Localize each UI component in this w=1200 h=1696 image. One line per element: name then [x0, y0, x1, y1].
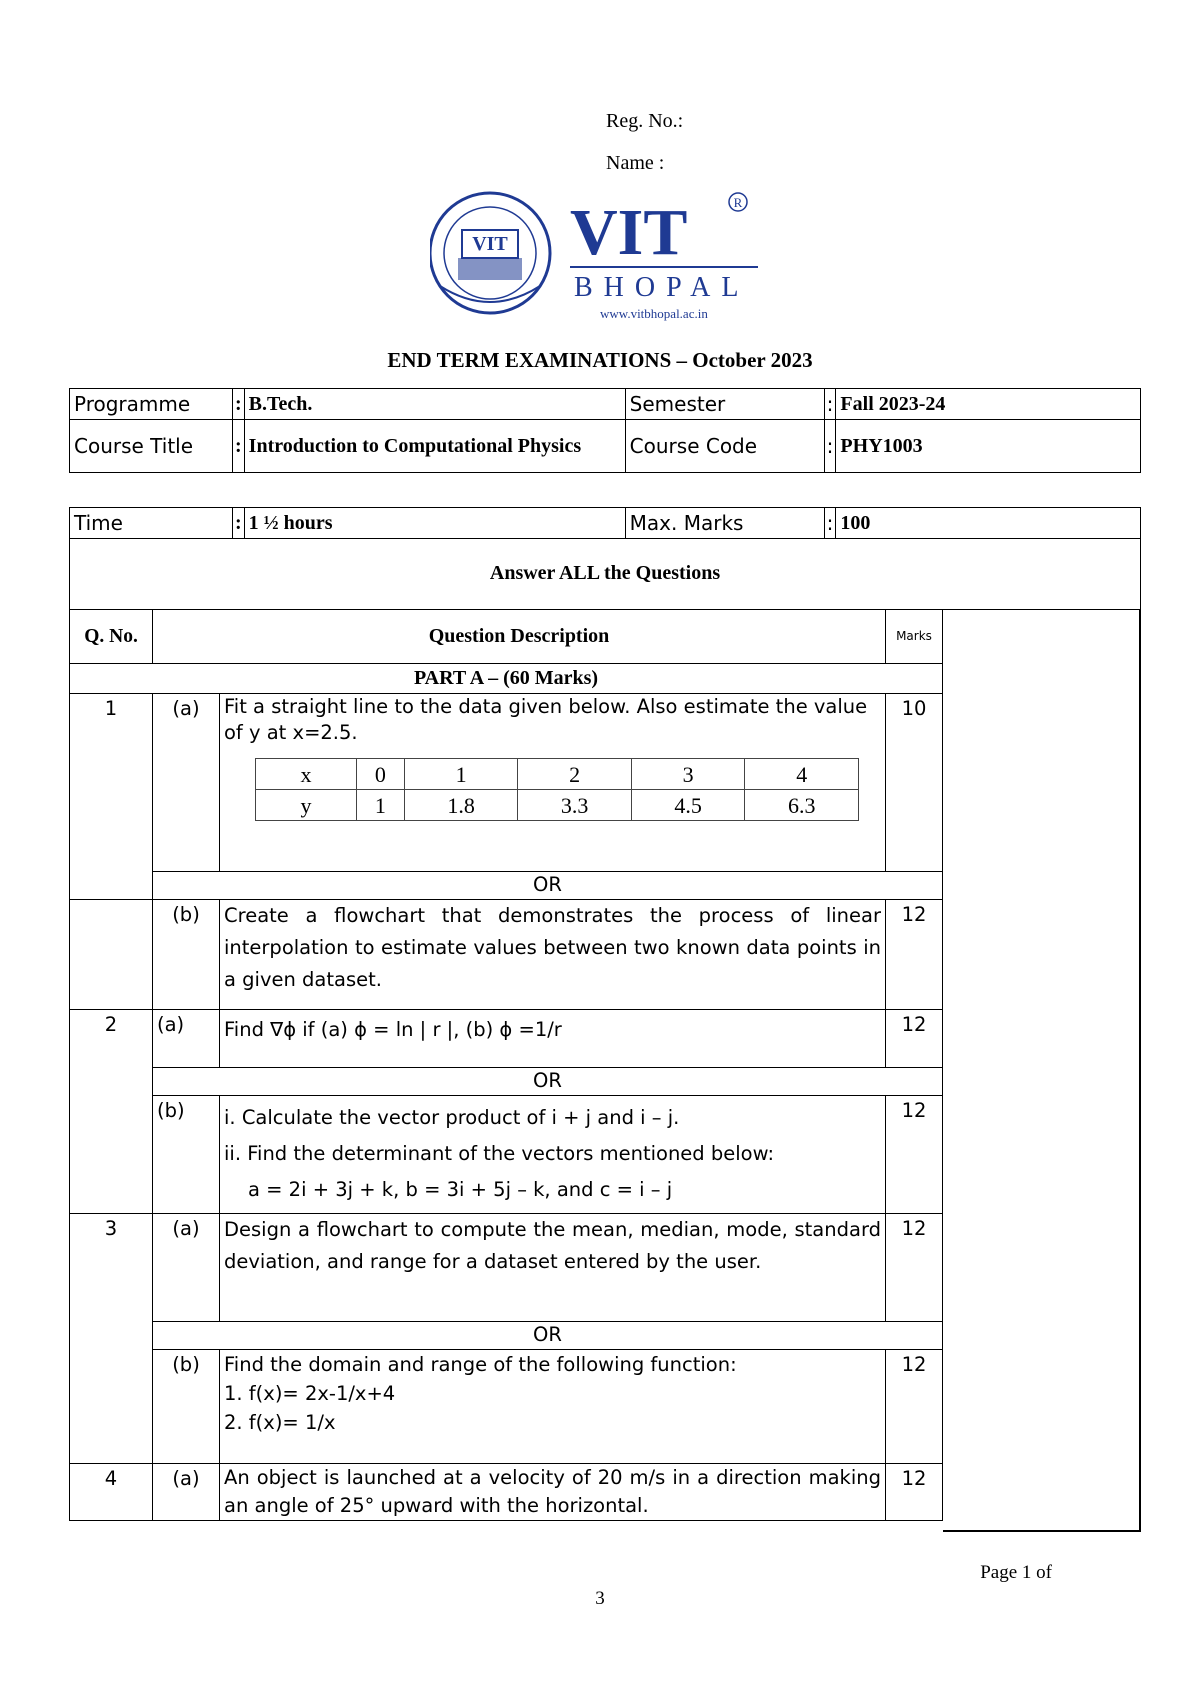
q2a-marks: 12	[886, 1010, 943, 1068]
data-cell: 2	[518, 759, 632, 790]
colon: :	[824, 508, 836, 539]
data-cell: 1	[357, 790, 405, 821]
q1a-text: Fit a straight line to the data given below. Also estimate the value of y at x=2.5.	[224, 695, 868, 744]
course-title-label: Course Title	[70, 420, 233, 473]
q1a-label: (a)	[153, 694, 220, 872]
description-header: Question Description	[153, 610, 886, 664]
q2a-label: (a)	[153, 1010, 220, 1068]
q1-data-table	[255, 758, 859, 821]
page-number: 3	[595, 1588, 605, 1609]
website-text: www.vitbhopal.ac.in	[600, 306, 708, 321]
data-cell: 6.3	[745, 790, 859, 821]
q2b-label: (b)	[153, 1096, 220, 1214]
max-marks-value: 100	[836, 508, 1141, 539]
data-cell: 0	[357, 759, 405, 790]
exam-title: END TERM EXAMINATIONS – October 2023	[387, 348, 813, 372]
marks-header: Marks	[886, 610, 943, 664]
q3b-marks: 12	[886, 1350, 943, 1464]
q3a-text: Design a flowchart to compute the mean, median, mode, standard deviation, and range for a dataset entered by the user.	[220, 1214, 886, 1322]
semester-value: Fall 2023-24	[836, 389, 1141, 420]
q2b-line3: a = 2i + 3j + k, b = 3i + 5j – k, and c = i – j	[248, 1178, 673, 1201]
q3a-label: (a)	[153, 1214, 220, 1322]
vit-bhopal-logo	[430, 188, 780, 328]
time-value: 1 ½ hours	[244, 508, 625, 539]
time-marks-table	[69, 507, 1141, 539]
max-marks-label: Max. Marks	[625, 508, 824, 539]
colon: :	[824, 389, 836, 420]
course-code-label: Course Code	[625, 420, 824, 473]
part-a-header: PART A – (60 Marks)	[70, 664, 943, 694]
course-info-table	[69, 388, 1141, 473]
q1b-text: Create a flowchart that demonstrates the process of linear interpolation to estimate values between two known data points in a given dataset.	[220, 900, 886, 1010]
questions-table	[69, 609, 943, 1521]
data-cell: 1.8	[404, 790, 518, 821]
registered-mark: R	[733, 195, 743, 210]
data-y-label: y	[256, 790, 357, 821]
q3b-line1: Find the domain and range of the following function:	[224, 1353, 737, 1376]
or-divider: OR	[153, 1322, 943, 1350]
q4a-text: An object is launched at a velocity of 20 m/s in a direction making an angle of 25° upward with the horizontal.	[220, 1464, 886, 1521]
q4-number: 4	[70, 1464, 153, 1521]
q1b-label: (b)	[153, 900, 220, 1010]
q4a-marks: 12	[886, 1464, 943, 1521]
outer-border-right	[1139, 609, 1141, 1531]
programme-label: Programme	[70, 389, 233, 420]
data-cell: 3	[631, 759, 745, 790]
outer-border-bottom	[943, 1530, 1141, 1532]
q2b-marks: 12	[886, 1096, 943, 1214]
q2a-text: Find ∇ϕ if (a) ϕ = ln | r |, (b) ϕ =1/r	[220, 1010, 886, 1068]
q4a-label: (a)	[153, 1464, 220, 1521]
data-cell: 4.5	[631, 790, 745, 821]
data-cell: 1	[404, 759, 518, 790]
course-title-value: Introduction to Computational Physics	[244, 420, 625, 473]
empty-cell	[70, 900, 153, 1010]
seal-inner-text: VIT	[472, 233, 508, 255]
page-footer: Page 1 of	[980, 1562, 1052, 1583]
or-divider: OR	[153, 1068, 943, 1096]
data-x-label: x	[256, 759, 357, 790]
q2b-line2: ii. Find the determinant of the vectors mentioned below:	[224, 1142, 775, 1165]
colon: :	[233, 389, 245, 420]
colon: :	[233, 508, 245, 539]
q2b-cell	[220, 1096, 886, 1214]
instruction-box	[69, 536, 1141, 610]
data-cell: 3.3	[518, 790, 632, 821]
time-label: Time	[70, 508, 233, 539]
q2-number: 2	[70, 1010, 153, 1214]
q2b-line1: i. Calculate the vector product of i + j and i – j.	[224, 1106, 680, 1129]
data-cell: 4	[745, 759, 859, 790]
programme-value: B.Tech.	[244, 389, 625, 420]
colon: :	[233, 420, 245, 473]
q3b-cell	[220, 1350, 886, 1464]
q3a-marks: 12	[886, 1214, 943, 1322]
q1-number: 1	[70, 694, 153, 900]
colon: :	[824, 420, 836, 473]
q1a-cell	[220, 694, 886, 872]
name-label: Name :	[606, 152, 665, 174]
q3b-label: (b)	[153, 1350, 220, 1464]
qno-header: Q. No.	[70, 610, 153, 664]
or-divider: OR	[153, 872, 943, 900]
instruction-text: Answer ALL the Questions	[489, 562, 721, 584]
semester-label: Semester	[625, 389, 824, 420]
q1b-marks: 12	[886, 900, 943, 1010]
campus-text: BHOPAL	[574, 272, 750, 303]
q1a-marks: 10	[886, 694, 943, 872]
reg-no-label: Reg. No.:	[606, 110, 684, 132]
q3b-line2: 1. f(x)= 2x-1/x+4	[224, 1382, 396, 1405]
q3-number: 3	[70, 1214, 153, 1464]
q3b-line3: 2. f(x)= 1/x	[224, 1411, 336, 1434]
course-code-value: PHY1003	[836, 420, 1141, 473]
brand-text: VIT	[570, 196, 688, 269]
